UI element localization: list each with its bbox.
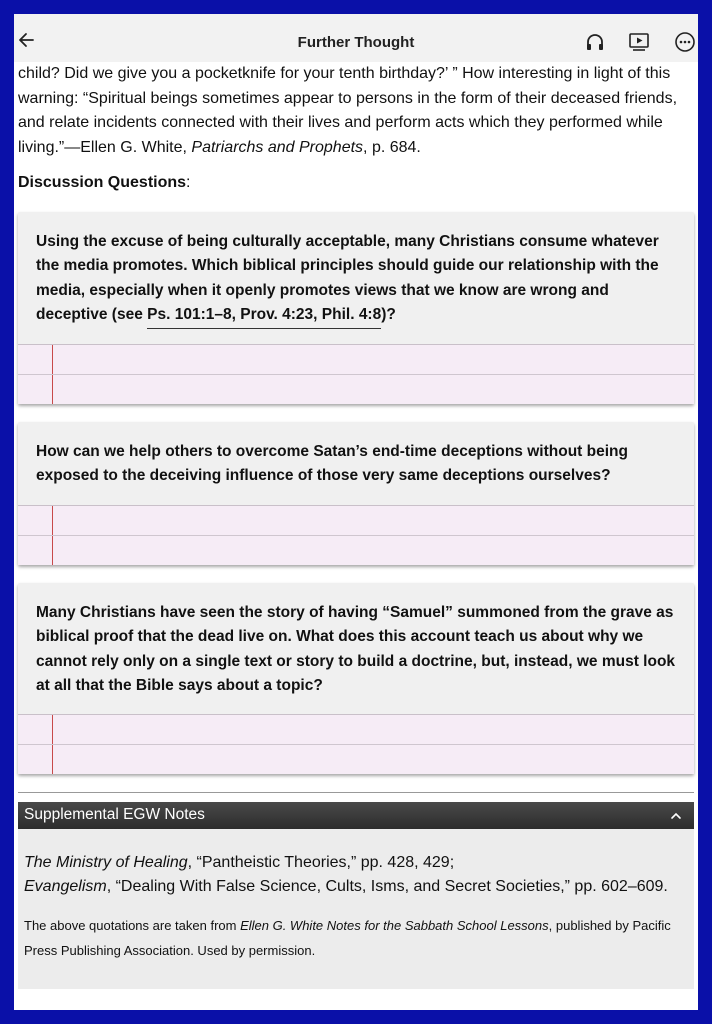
supplemental-header[interactable]: [18, 802, 694, 829]
notes-rule-line: [18, 374, 694, 375]
notes-input[interactable]: [18, 344, 694, 404]
question-body: Many Christians have seen the story of having “Samuel” summoned from the grave as biblical proof that the dead live on. What does this account teach us about why we cannot rely only on a single text or story to build a doctrine, but, instead, we must look at all that the Bible says about a topic?: [36, 604, 676, 694]
top-bar: [14, 14, 698, 62]
discussion-heading-colon: :: [186, 174, 191, 191]
reference-book: Evangelism: [24, 878, 107, 895]
reference-detail: , “Dealing With False Science, Cults, Isms, and Secret Societies,” pp. 602–609.: [106, 878, 668, 895]
app-frame: [14, 14, 698, 1010]
question-text: [18, 422, 694, 489]
scripture-reference-link[interactable]: Ps. 101:1–8, Prov. 4:23, Phil. 4:8: [147, 306, 381, 329]
question-text: [18, 212, 694, 327]
reference-detail: , “Pantheistic Theories,” pp. 428, 429;: [187, 854, 455, 871]
question-card-3: [18, 583, 694, 774]
discussion-heading-label: Discussion Questions: [18, 174, 187, 191]
supplemental-references: [18, 829, 694, 899]
question-card-2: [18, 422, 694, 565]
page-title: Further Thought: [297, 34, 415, 51]
notes-input[interactable]: [18, 505, 694, 565]
credit-pre: The above quotations are taken from: [24, 918, 241, 933]
supplemental-reference-2: [24, 875, 688, 899]
credit-note: [18, 899, 694, 963]
section-divider: [18, 792, 694, 793]
paragraph-text: child? Did we give you a pocketknife for your tenth birthday?’ ” How interesting in light of this warning: “Spiritual beings sometimes appear to persons in the form of their deceased friends, and relate incidents connected with their lives and perform acts which they performed while living.”—Ellen G. White,: [18, 65, 678, 156]
discussion-heading: [18, 174, 191, 192]
chevron-up-icon[interactable]: [670, 810, 682, 822]
question-body: Using the excuse of being culturally acceptable, many Christians consume whatever the media promotes. Which biblical principles should guide our relationship with the media, especially when it openly promotes views that we know are wrong and deceptive (see: [36, 233, 659, 323]
notes-rule-line: [18, 744, 694, 745]
reference-book: The Ministry of Healing: [24, 854, 188, 871]
citation: , p. 684.: [363, 138, 421, 156]
question-body: How can we help others to overcome Satan’s end-time deceptions without being exposed to the deceiving influence of those very same deceptions ourselves?: [36, 443, 628, 485]
play-screen-icon[interactable]: [628, 31, 650, 53]
more-options-icon[interactable]: [674, 31, 696, 53]
credit-post: , published by Pacific Press Publishing Association. Used by permission.: [24, 918, 671, 958]
supplemental-reference-1: [24, 851, 688, 875]
supplemental-title: Supplemental EGW Notes: [24, 806, 205, 823]
notes-input[interactable]: [18, 714, 694, 774]
further-thought-paragraph: [18, 62, 694, 160]
supplemental-panel: [18, 802, 694, 989]
question-text: [18, 583, 694, 698]
question-card-1: [18, 212, 694, 404]
headphones-icon[interactable]: [584, 31, 606, 53]
book-title: Patriarchs and Prophets: [191, 138, 364, 156]
credit-book: Ellen G. White Notes for the Sabbath School Lessons: [240, 918, 549, 933]
notes-rule-line: [18, 535, 694, 536]
question-tail: )?: [381, 305, 396, 323]
